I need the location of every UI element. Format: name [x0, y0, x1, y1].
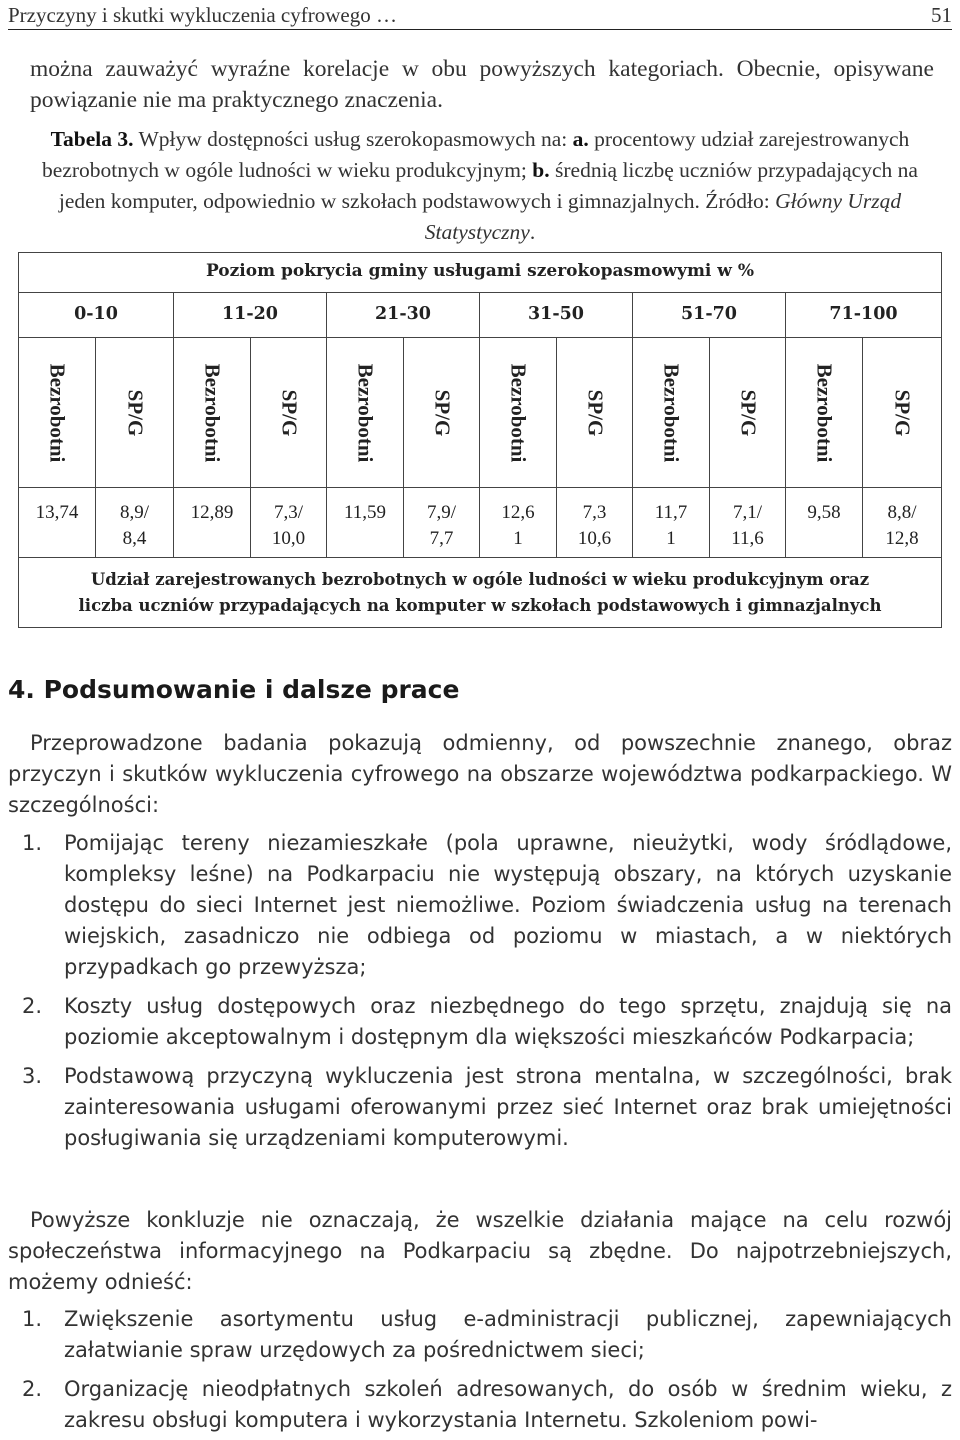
caption-source: Główny Urząd Statystyczny [424, 189, 902, 244]
column-label-cell [174, 338, 251, 487]
value-line: 1 [666, 528, 676, 549]
range-cell: 71-100 [829, 304, 898, 324]
value-line: 7,3/ [273, 502, 304, 523]
value-line: 7,1/ [732, 502, 763, 523]
section-heading: 4. Podsumowanie i dalsze prace [8, 675, 460, 704]
value-cell [557, 488, 633, 557]
range-cell: 11-20 [174, 293, 327, 337]
value-line: 8,9/ [119, 502, 150, 523]
range-cell: 0-10 [19, 293, 174, 337]
caption-item-b: b. [532, 158, 550, 182]
value-line: 8,4 [122, 528, 147, 549]
column-label-cell [786, 338, 863, 487]
column-label: SP/G [123, 389, 147, 436]
column-label-cell [710, 338, 786, 487]
value-cell [174, 488, 251, 557]
value-line: 10,0 [271, 528, 306, 549]
column-label-cell [404, 338, 480, 487]
column-label-cell [557, 338, 633, 487]
findings-list [8, 828, 952, 1154]
column-label-cell [633, 338, 710, 487]
list-item-text: Zwiększenie asortymentu usług e-administracji publicznej, zapewniających załatwianie spraw urzędowych za pośrednictwem sieci; [64, 1307, 952, 1362]
column-label-row [19, 338, 941, 488]
table-footer-line: Udział zarejestrowanych bezrobotnych w ogóle ludności w wieku produkcyjnym oraz [90, 570, 870, 589]
column-label-cell [480, 338, 557, 487]
caption-text-1: Wpływ dostępności usług szerokopasmowych na: [133, 127, 573, 151]
value-cell [19, 488, 96, 557]
column-label-cell [863, 338, 941, 487]
value-line: 12,89 [190, 502, 234, 523]
column-label-cell [327, 338, 404, 487]
list-item-text: Pomijając tereny niezamieszkałe (pola uprawne, nieużytki, wody śródlądowe, kompleksy leśne) na Podkarpaciu nie występują obszary, na których uzyskanie dostępu do sieci Internet jest niemożliwe. Poziom świadczenia usług na terenach wiejskich, zasadniczo nie odbiega od poziomu w miastach, a w niektórych przypadkach go przewyższa; [64, 831, 952, 979]
column-label: SP/G [736, 389, 760, 436]
range-cell: 21-30 [327, 293, 480, 337]
value-line: 13,74 [35, 502, 79, 523]
caption-text-3: średnią liczbę uczniów przypadających na jeden komputer, odpowiednio w szkołach podstawowych i gimnazjalnych. Źródło: [58, 158, 918, 213]
value-line: 8,8/ [887, 502, 917, 523]
list-item-text: Koszty usług dostępowych oraz niezbędnego do tego sprzętu, znajdują się na poziomie akceptowalnym i dostępnym dla większości mieszkańców Podkarpacia; [64, 994, 952, 1049]
list-item-number: 2. [22, 1377, 43, 1401]
column-label: SP/G [277, 389, 301, 436]
value-line: 1 [513, 528, 523, 549]
range-row [19, 293, 941, 338]
table-header: Poziom pokrycia gminy usługami szerokopasmowymi w % [19, 253, 941, 293]
list-item [8, 828, 952, 983]
value-cell [480, 488, 557, 557]
column-label: SP/G [890, 389, 915, 436]
value-line: 12,6 [501, 502, 535, 523]
value-row [19, 488, 941, 558]
value-line: 10,6 [577, 528, 612, 549]
column-label: Bezrobotni [506, 363, 531, 462]
page-number: 51 [931, 3, 952, 27]
list-item [8, 1061, 952, 1154]
column-label: Bezrobotni [200, 363, 225, 462]
column-label: Bezrobotni [353, 363, 378, 462]
value-cell [633, 488, 710, 557]
list-item-number: 1. [22, 1307, 43, 1331]
list-item-text: Organizację nieodpłatnych szkoleń adresowanych, do osób w średnim wieku, z zakresu obsługi komputera i wykorzystania Internetu. Szkoleniom powi- [64, 1377, 952, 1432]
value-line: 11,6 [731, 528, 764, 549]
column-label: SP/G [583, 389, 607, 436]
running-head [8, 0, 952, 30]
conclusion-paragraph: Powyższe konkluzje nie oznaczają, że wszelkie działania mające na celu rozwój społeczeństwa informacyjnego na Podkarpaciu są zbędne. Do najpotrzebniejszych, możemy odnieść: [8, 1208, 952, 1294]
value-cell [404, 488, 480, 557]
list-item [8, 1304, 952, 1366]
recommendations-list [8, 1304, 952, 1436]
caption-text-2: procentowy udział zarejestrowanych bezrobotnych w ogóle ludności w wieku produkcyjnym; [42, 127, 910, 182]
table-footer-line: liczba uczniów przypadających na komputer w szkołach podstawowych i gimnazjalnych [78, 596, 882, 615]
caption-label: Tabela 3. [50, 127, 134, 151]
value-line: 7,3 [582, 502, 607, 523]
value-cell [863, 488, 941, 557]
value-cell [786, 488, 863, 557]
list-item-text: Podstawową przyczyną wykluczenia jest strona mentalna, w szczególności, brak zainteresowania usługami oferowanymi przez sieć Internet oraz brak umiejętności posługiwania się urządzeniami komputerowymi. [64, 1064, 952, 1150]
value-cell [710, 488, 786, 557]
value-line: 7,7 [429, 528, 454, 549]
value-line: 9,58 [807, 502, 841, 523]
column-label: SP/G [430, 389, 454, 436]
value-line: 11,7 [654, 502, 688, 523]
data-table [18, 252, 942, 628]
caption-item-a: a. [572, 127, 589, 151]
list-item-number: 1. [22, 831, 43, 855]
column-label-cell [19, 338, 96, 487]
list-item-number: 2. [22, 994, 43, 1018]
value-line: 7,9/ [426, 502, 457, 523]
running-head-title: Przyczyny i skutki wykluczenia cyfrowego … [8, 3, 397, 27]
summary-paragraph: Przeprowadzone badania pokazują odmienny, od powszechnie znanego, obraz przyczyn i skutków wykluczenia cyfrowego na obszarze województwa podkarpackiego. W szczególności: [8, 731, 952, 817]
table-caption [18, 124, 942, 248]
value-cell [96, 488, 174, 557]
column-label: Bezrobotni [659, 363, 684, 462]
column-label: Bezrobotni [812, 363, 837, 462]
column-label-cell [251, 338, 327, 487]
column-label-cell [96, 338, 174, 487]
range-cell: 31-50 [480, 293, 633, 337]
value-cell [251, 488, 327, 557]
intro-paragraph: można zauważyć wyraźne korelacje w obu powyższych kategoriach. Obecnie, opisywane powiązanie nie ma praktycznego znaczenia. [30, 56, 934, 113]
value-cell [327, 488, 404, 557]
range-cell: 51-70 [633, 293, 786, 337]
list-item [8, 1374, 952, 1436]
list-item-number: 3. [22, 1064, 43, 1088]
table-footer [19, 558, 941, 629]
column-label: Bezrobotni [45, 363, 70, 462]
list-item [8, 991, 952, 1053]
value-line: 11,59 [343, 502, 387, 523]
value-line: 12,8 [885, 528, 919, 549]
caption-end: . [529, 220, 536, 244]
